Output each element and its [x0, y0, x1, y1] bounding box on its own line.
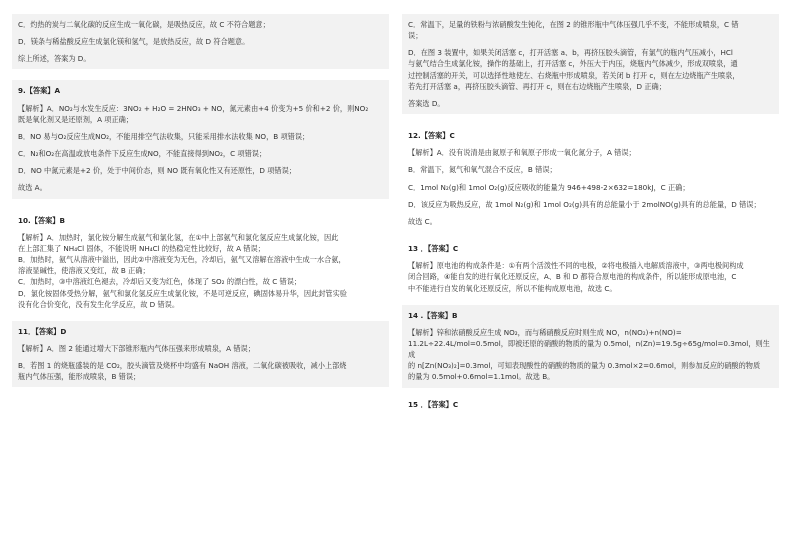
answer-heading: 13 ．【答案】C — [408, 244, 459, 254]
text-line: 【解析】A．加热时，氯化铵分解生成氨气和氯化氢，在①中上部氨气和氯化氢反应生成氯化铵，因此 — [18, 232, 339, 242]
text-line: 在上部汇集了 NH₄Cl 固体，不能说明 NH₄Cl 的热稳定性比较好，故 A 错误； — [18, 243, 265, 253]
text-line: 过控制活塞的开关，可以选择性地使左、右烧瓶中形成喷泉，若关闭 b 打开 c，则在左边烧瓶产生喷泉， — [408, 70, 740, 80]
text-line: B．若图 1 的烧瓶盛装的是 CO₂，胶头滴管及烧杯中均盛有 NaOH 溶液，二氧化碳被吸收，减小上部烧 — [18, 361, 347, 371]
text-line: C．常温下，足量的铁粉与浓硝酸发生钝化，在图 2 的锥形瓶中气体压强几乎不变，不能形成喷泉，C 错 — [408, 20, 739, 29]
text-line: 中不能进行自发的氧化还原反应，所以不能构成原电池，故选 C。 — [408, 283, 617, 293]
text-line: C．N₂和O₂在高温或放电条件下反应生成NO，不能直接得到NO₂，C 项错误； — [18, 149, 267, 159]
text-line: 故选 C。 — [408, 216, 437, 226]
text-line: 【解析】锌和浓硝酸反应生成 NO₂，而与稀硝酸反应时则生成 NO，n(NO₂)+n(NO)= — [408, 327, 682, 337]
q13-block — [402, 238, 779, 299]
text-line: B．NO 易与O₂反应生成NO₂，不能用排空气法收集，只能采用排水法收集 NO，B 项错误； — [18, 131, 310, 141]
text-line: B．加热时，氨气从溶液中溢出，因此②中溶液变为无色，冷却后，氨气又溶解在溶液中生成一水合氨， — [18, 255, 346, 265]
text-line: C．加热时，③中溶液红色褪去，冷却后又变为红色，体现了 SO₂ 的漂白性，故 C 错误； — [18, 277, 302, 287]
answer-heading: 14 .【答案】B — [408, 310, 458, 320]
text-line: 故选 A。 — [18, 183, 47, 193]
text-line: 【解析】A．没有说清是由氮原子和氧原子形成一氧化氮分子，A 错误； — [408, 148, 636, 158]
text-line: 闭合回路，④能自发的进行氧化还原反应，A、B 和 D 都符合原电池的构成条件，所以能形成原电池，C — [408, 272, 737, 282]
answer-heading: 15 ．【答案】C — [408, 399, 459, 409]
text-line: 【解析】原电池的构成条件是：①有两个活泼性不同的电极，②将电极插入电解质溶液中，③两电极间构成 — [408, 261, 744, 271]
answer-heading: 11．【答案】D — [18, 326, 67, 336]
q11-continuation — [402, 14, 779, 114]
q15-block — [402, 394, 779, 415]
text-line: D．在图 3 装置中，如果关闭活塞 c，打开活塞 a、b，再挤压胶头滴管，有氯气的瓶内气压减小，HCl — [408, 48, 733, 58]
text-line: D．NO 中氮元素是+2 价，处于中间价态，则 NO 既有氧化性又有还原性，D 项错误； — [18, 166, 296, 176]
text-line: C．灼热的炭与二氧化碳的反应生成一氧化碳，是吸热反应，故 C 不符合题意； — [18, 20, 270, 29]
text-line: 没有化合价变化，没有发生化学反应，故 D 错误。 — [18, 299, 180, 309]
text-line: 的 n[Zn(NO₃)₂]=0.3mol，可知表现酸性的硝酸的物质的量为 0.3mol×2=0.6mol，则参加反应的硝酸的物质 — [408, 361, 761, 371]
answer-heading: 10.【答案】B — [18, 215, 65, 225]
right-column — [402, 14, 779, 415]
q12-block — [402, 125, 779, 232]
text-line: 与氨气结合生成氯化铵，操作的基础上，打开活塞 c，外压大于内压，烧瓶内气体减少，形成双喷泉，通 — [408, 59, 738, 69]
text-line: 溶液显碱性，使溶液又变红，故 B 正确； — [18, 266, 150, 276]
text-line: 既是氧化剂又是还原剂，A 项正确； — [18, 114, 134, 124]
q8-explanation-end — [12, 14, 389, 69]
text-line: 答案选 D。 — [408, 98, 445, 108]
answer-heading: 12.【答案】C — [408, 131, 455, 141]
text-line: 综上所述，答案为 D。 — [18, 54, 91, 64]
text-line: 【解析】A．图 2 能通过增大下部锥形瓶内气体压强来形成喷泉，A 错误； — [18, 343, 255, 353]
q11-block — [12, 321, 389, 388]
q10-block — [12, 210, 389, 315]
text-line: D．镁条与稀盐酸反应生成氯化镁和氢气，是放热反应，故 D 符合题意。 — [18, 37, 250, 47]
q14-block — [402, 305, 779, 388]
text-line: 的量为 0.5mol+0.6mol=1.1mol。故选 B。 — [408, 372, 555, 382]
answer-heading: 9.【答案】A — [18, 86, 61, 96]
text-line: 瓶内气体压强，能形成喷泉，B 错误； — [18, 372, 141, 382]
left-column — [12, 14, 389, 387]
text-line: D．该反应为吸热反应，故 1mol N₂(g)和 1mol O₂(g)具有的总能量小于 2molNO(g)具有的总能量，D 错误； — [408, 199, 761, 209]
text-line: C．1mol N₂(g)和 1mol O₂(g)反应吸收的能量为 946+498-2×632=180kJ，C 正确； — [408, 182, 690, 192]
text-line: 【解析】A．NO₂与水发生反应：3NO₂ + H₂O = 2HNO₃ + NO，氮元素由+4 价变为+5 价和+2 价，则NO₂ — [18, 103, 369, 113]
q9-block — [12, 80, 389, 198]
text-line: 误； — [408, 31, 423, 41]
text-line: 若先打开活塞 a，再挤压胶头滴管、再打开 c，则在右边烧瓶产生喷泉，D 正确； — [408, 81, 666, 91]
text-line: D．氯化铵固体受热分解，氨气和氯化氢反应生成氯化铵，不是可逆反应，碘固体易升华，因此封管实验 — [18, 288, 347, 298]
text-line: B．常温下，氮气和氧气混合不反应，B 错误； — [408, 165, 557, 175]
text-line: 11.2L÷22.4L/mol=0.5mol，即被还原的硝酸的物质的量为 0.5mol，n(Zn)=19.5g÷65g/mol=0.3mol，则生成 — [408, 338, 770, 360]
